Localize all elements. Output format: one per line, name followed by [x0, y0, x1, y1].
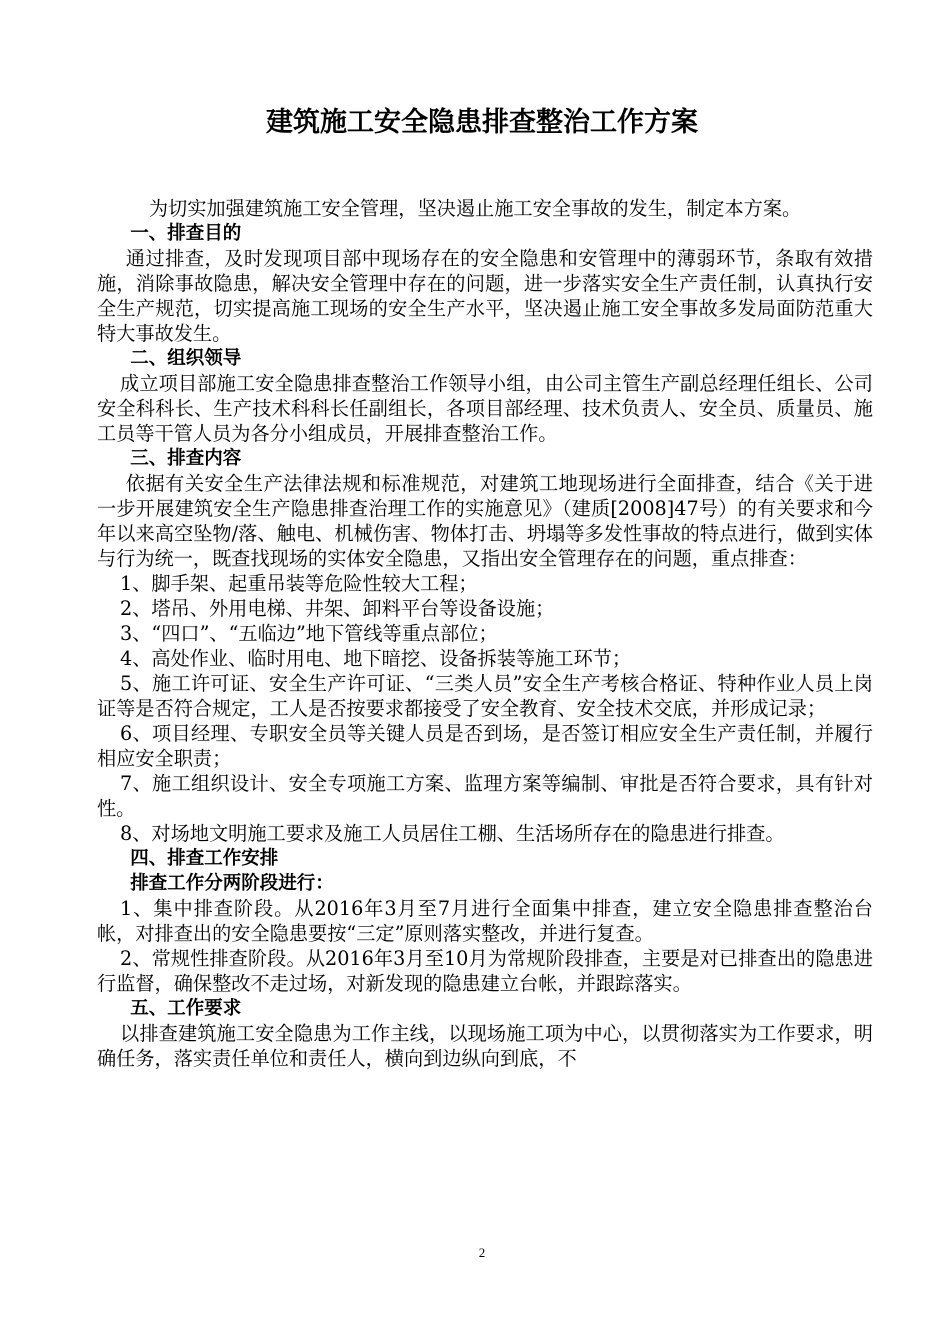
- section-subheading-4: 排查工作分两阶段进行：: [130, 873, 334, 894]
- section-text-3: 依据有关安全生产法律法规和标准规范，对建筑工地现场进行全面排查，结合《关于进一步开展建筑安全生产隐患排查治理工作的实施意见》（建质[2008]47号）的有关要求和今年以来高空坠物/落、触电、机械伤害、物体打击、坍塌等多发性事故的特点进行，做到实体与行为统一，既查找现场的实体安全隐患，又指出安全管理存在的问题，重点排查：: [97, 472, 873, 570]
- list-item: 4、高处作业、临时用电、地下暗挖、设备拆装等施工环节；: [120, 647, 632, 670]
- page-number: 2: [478, 1245, 486, 1260]
- section-text-5: 以排查建筑施工安全隐患为工作主线，以现场施工项为中心，以贯彻落实为工作要求，明确任务，落实责任单位和责任人，横向到边纵向到底，不: [97, 1022, 873, 1070]
- list-item: 2、塔吊、外用电梯、井架、卸料平台等设备设施；: [120, 597, 555, 620]
- list-item: 1、集中排查阶段。从2016年3月至7月进行全面集中排查，建立安全隐患排查整治台帐，对排查出的安全隐患要按“三定”原则落实整改，并进行复查。: [97, 897, 873, 945]
- list-item: 5、施工许可证、安全生产许可证、“三类人员”安全生产考核合格证、特种作业人员上岗证等是否符合规定，工人是否按要求都接受了安全教育、安全技术交底，并形成记录；: [97, 672, 873, 720]
- intro-paragraph: 为切实加强建筑施工安全管理，坚决遏止施工安全事故的发生，制定本方案。: [148, 197, 802, 220]
- section-heading-2: 二、组织领导: [130, 348, 242, 369]
- section-heading-3: 三、排查内容: [130, 448, 242, 469]
- section-heading-1: 一、排查目的: [130, 223, 242, 244]
- document-title: 建筑施工安全隐患排查整治工作方案: [266, 107, 698, 138]
- list-item: 6、项目经理、专职安全员等关键人员是否到场，是否签订相应安全生产责任制，并履行相应安全职责；: [97, 722, 873, 770]
- section-heading-4: 四、排查工作安排: [130, 848, 279, 869]
- list-item: 7、施工组织设计、安全专项施工方案、监理方案等编制、审批是否符合要求，具有针对性。: [97, 772, 873, 820]
- list-item: 8、对场地文明施工要求及施工人员居住工棚、生活场所存在的隐患进行排查。: [120, 822, 785, 845]
- list-item: 1、脚手架、起重吊装等危险性较大工程；: [120, 572, 478, 595]
- section-heading-5: 五、工作要求: [130, 998, 242, 1019]
- list-item: 2、常规性排查阶段。从2016年3月至10月为常规阶段排查，主要是对已排查出的隐患进行监督，确保整改不走过场，对新发现的隐患建立台帐，并跟踪落实。: [97, 947, 873, 995]
- list-item: 3、“四口”、“五临边”地下管线等重点部位；: [120, 622, 498, 645]
- document-body: [97, 196, 873, 1071]
- section-text-1: 通过排查，及时发现项目部中现场存在的安全隐患和安管理中的薄弱环节，条取有效措施，消除事故隐患，解决安全管理中存在的问题，进一步落实安全生产责任制，认真执行安全生产规范，切实提高施工现场的安全生产水平，坚决遏止施工安全事故多发局面防范重大特大事故发生。: [97, 247, 873, 345]
- section-text-2: 成立项目部施工安全隐患排查整治工作领导小组，由公司主管生产副总经理任组长、公司安全科科长、生产技术科科长任副组长，各项目部经理、技术负责人、安全员、质量员、施工员等干管人员为各分小组成员，开展排查整治工作。: [97, 372, 873, 445]
